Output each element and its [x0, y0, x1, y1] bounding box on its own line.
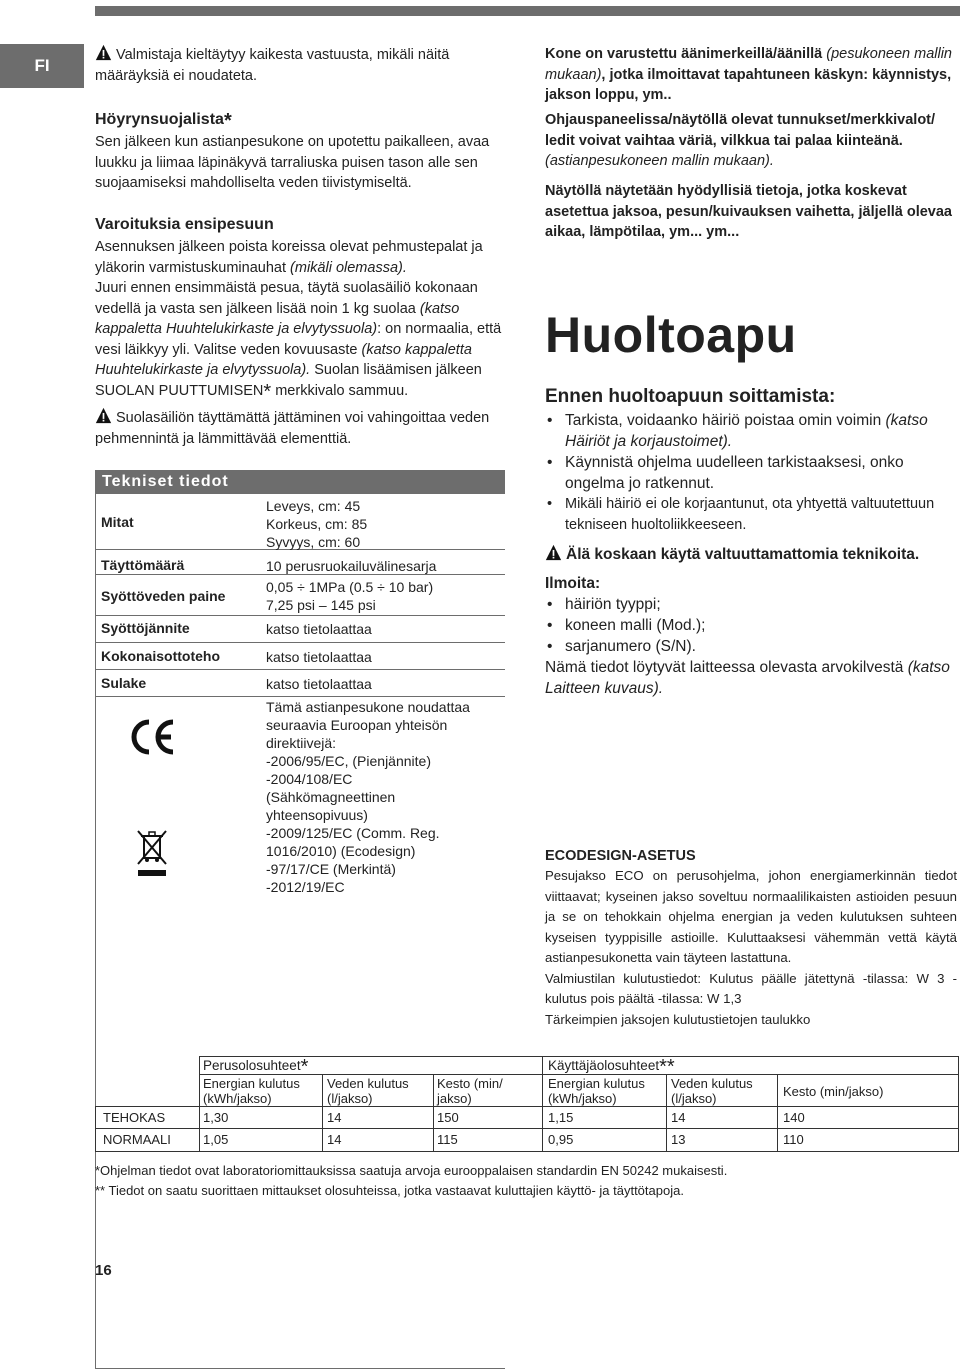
table-line — [322, 1074, 323, 1152]
table-cell: 1,30 — [203, 1110, 229, 1125]
ecodesign-title: ECODESIGN-ASETUS — [545, 848, 696, 864]
table-cell: 150 — [437, 1110, 459, 1125]
table-line — [199, 1056, 200, 1152]
consumption-table — [95, 1056, 959, 1152]
warning-text: Valmistaja kieltäytyy kaikesta vastuusta, mikäli näitä määräyksiä ei noudateta. — [95, 47, 450, 84]
ecodesign-text: Pesujakso ECO on perusohjelma, johon energiamerkinnän tiedot viittaavat; kyseinen jakso soveltuu normaalilikaisten astioiden pesuun ja se on tehokkain ohjelma energian ja veden kulutuksen suhteen kyseisen tyyppisille astioille. Kuluttaaksesi vähemmän vettä käytä astianpesukonetta vain täyteen lastattuna. Valmiustilan kulutustiedot: Kulutus päälle jätettynä -tilassa: W 3 - kulutus pois päältä -tilassa: W 1,3 — [545, 868, 957, 1006]
table-border — [95, 494, 96, 1369]
table-cell: 110 — [783, 1132, 804, 1147]
first-use-title: Varoituksia ensipesuun — [95, 216, 274, 233]
row-divider — [95, 696, 505, 697]
top-rule — [95, 6, 960, 16]
list-item: • Tarkista, voidaanko häiriö poistaa omin voimin (katso Häiriöt ja korjaustoimet). — [545, 410, 960, 452]
report-title: Ilmoita: — [545, 575, 601, 592]
column-header: Veden kulutus (l/jakso) — [671, 1076, 753, 1106]
footnote-2: ** Tiedot on saatu suorittaen mittaukset olosuhteissa, jotka vastaavat kuluttajien käyttö- ja täyttötapoja. — [95, 1183, 684, 1198]
sound-signals-text: Kone on varustettu äänimerkeillä/äänillä (pesukoneen mallin mukaan), jotka ilmoittavat tapahtuneen käskyn: käynnistys, jakson loppu, ym.. — [545, 46, 952, 103]
table-line — [95, 1128, 959, 1129]
warning-icon — [545, 544, 562, 561]
list-item: • Mikäli häiriö ei ole korjaantunut, ota yhtyettä valtuutettuun tekniseen huoltoliikkeeseen. — [545, 494, 960, 536]
first-use-text: Asennuksen jälkeen poista koreissa olevat pehmustepalat ja yläkorin varmistuskuminauhat (mikäli olemassa). Juuri ennen ensimmäistä pesua, täytä suolasäiliö kokonaan vedellä ja vasta sen jälkeen lisää noin 1 kg suolaa (katso kappaletta Huuhtelukirkaste ja elvytyssuola): on normaalia, että vesi läikkyy yli. Valitse veden kovuusaste (katso kappaletta Huuhtelukirkaste ja elvytyssuola). Suolan lisäämisen jälkeen SUOLAN PUUTTUMISEN* merkkivalo sammuu. — [95, 239, 502, 403]
before-calling-title: Ennen huoltoapuun soittamista: — [545, 386, 836, 407]
tech-value-dimensions: Leveys, cm: 45 Korkeus, cm: 85 Syvyys, cm: 60 — [266, 498, 368, 550]
table-cell: 13 — [671, 1132, 686, 1147]
page-number: 16 — [95, 1262, 112, 1279]
table-cell: 140 — [783, 1110, 805, 1125]
tech-label-pressure: Syöttöveden paine — [101, 588, 226, 604]
indicator-lights-text: Ohjauspaneelissa/näytöllä olevat tunnukset/merkkivalot/ ledit voivat vaihtaa väriä, vilkkua tai palaa kiinteänä. (astianpesukoneen mallin mukaan). — [545, 112, 936, 169]
technical-data-title: Tekniset tiedot — [95, 470, 505, 494]
language-tab: FI — [0, 44, 84, 88]
table-cell: 1,15 — [548, 1110, 574, 1125]
report-list — [545, 594, 960, 657]
table-cell: 14 — [327, 1132, 342, 1147]
table-line — [542, 1056, 543, 1152]
table-line — [777, 1074, 778, 1152]
column-header: Veden kulutus (l/jakso) — [327, 1076, 409, 1106]
table-line — [433, 1074, 434, 1152]
list-item: • sarjanumero (S/N). — [545, 636, 960, 657]
group-header-user: Käyttäjäolosuhteet** — [548, 1056, 675, 1078]
salt-warning — [95, 407, 505, 449]
tech-label-power: Kokonaisottoteho — [101, 648, 220, 664]
tech-value-fuse: katso tietolaattaa — [266, 676, 372, 692]
column-header: Kesto (min/jakso) — [783, 1084, 884, 1099]
technician-warning: Älä koskaan käytä valtuuttamattomia teknikoita. — [545, 544, 960, 564]
tech-label-capacity: Täyttömäärä — [101, 557, 185, 573]
warning-icon — [95, 407, 112, 424]
table-line — [95, 1106, 96, 1152]
list-item: • häiriön tyyppi; — [545, 594, 960, 615]
table-line — [958, 1056, 959, 1152]
list-item: • Käynnistä ohjelma uudelleen tarkistaaksesi, onko ongelma jo ratkennut. — [545, 452, 960, 494]
table-cell: 0,95 — [548, 1132, 574, 1147]
report-note: Nämä tiedot löytyvät laitteessa olevasta arvokilvestä (katso Laitteen kuvaus). — [545, 659, 950, 697]
row-divider — [95, 669, 505, 670]
table-cell: 14 — [327, 1110, 342, 1125]
tech-label-voltage: Syöttöjännite — [101, 620, 190, 636]
tech-value-capacity: 10 perusruokailuvälinesarja — [266, 558, 437, 574]
table-cell: 14 — [671, 1110, 686, 1125]
service-title: Huoltoapu — [545, 307, 797, 363]
tech-value-pressure: 0,05 ÷ 1MPa (0.5 ÷ 10 bar) 7,25 psi – 145 psi — [266, 579, 434, 613]
footnote-1: *Ohjelman tiedot ovat laboratoriomittauksissa saatuja arvoja eurooppalaisen standardin EN 50242 mukaisesti. — [95, 1163, 728, 1178]
row-label: TEHOKAS — [103, 1110, 166, 1125]
crossed-bin-icon — [135, 828, 169, 878]
table-cell: 1,05 — [203, 1132, 229, 1147]
consumption-table-title: Tärkeimpien jaksojen kulutustietojen taulukko — [545, 1012, 811, 1027]
tech-label-dimensions: Mitat — [101, 514, 134, 530]
tech-label-fuse: Sulake — [101, 675, 147, 691]
column-header: Energian kulutus (kWh/jakso) — [548, 1076, 645, 1106]
steam-guard-text: Sen jälkeen kun astianpesukone on upotettu paikalleen, avaa luukku ja liimaa läpinäkyvä tarraliuska puisen tason alle sen suojaamiseksi mahdolliselta veden tiivistymiseltä. — [95, 134, 490, 191]
display-info-text: Näytöllä näytetään hyödyllisiä tietoja, jotka koskevat asetettua jaksoa, pesun/kuivauksen vaihetta, jäljellä olevaa aikaa, lämpötilaa, ym... ym... — [545, 183, 952, 240]
warning-text: Suolasäiliön täyttämättä jättäminen voi vahingoittaa veden pehmennintä ja lämmittävää elementtiä. — [95, 410, 490, 447]
manufacturer-warning — [95, 44, 505, 86]
tech-value-voltage: katso tietolaattaa — [266, 621, 372, 637]
group-header-reference: Perusolosuhteet* — [203, 1056, 309, 1078]
directives-list: Tämä astianpesukone noudattaa seuraavia Euroopan yhteisön direktiivejä: -2006/95/EC, (Pienjännite) -2004/108/EC (Sähkömagneettinen yhteensopivuus) -2009/125/EC (Comm. Reg. 1016/2010) (Ecodesign) -97/17/CE (Merkintä) -2012/19/EC — [266, 699, 470, 895]
row-divider — [95, 642, 505, 643]
column-header: Energian kulutus (kWh/jakso) — [203, 1076, 300, 1106]
column-header: Kesto (min/ jakso) — [437, 1076, 503, 1106]
list-item: • koneen malli (Mod.); — [545, 615, 960, 636]
service-checklist — [545, 410, 960, 536]
table-line — [666, 1074, 667, 1152]
tech-value-power: katso tietolaattaa — [266, 649, 372, 665]
table-line — [95, 1151, 959, 1152]
row-divider — [95, 615, 505, 616]
table-cell: 115 — [437, 1132, 458, 1147]
table-line — [95, 1106, 959, 1107]
table-line — [199, 1056, 959, 1057]
row-label: NORMAALI — [103, 1132, 171, 1147]
warning-icon — [95, 44, 112, 61]
ce-mark-icon — [127, 718, 177, 756]
steam-guard-title: Höyrynsuojalista* — [95, 110, 232, 132]
